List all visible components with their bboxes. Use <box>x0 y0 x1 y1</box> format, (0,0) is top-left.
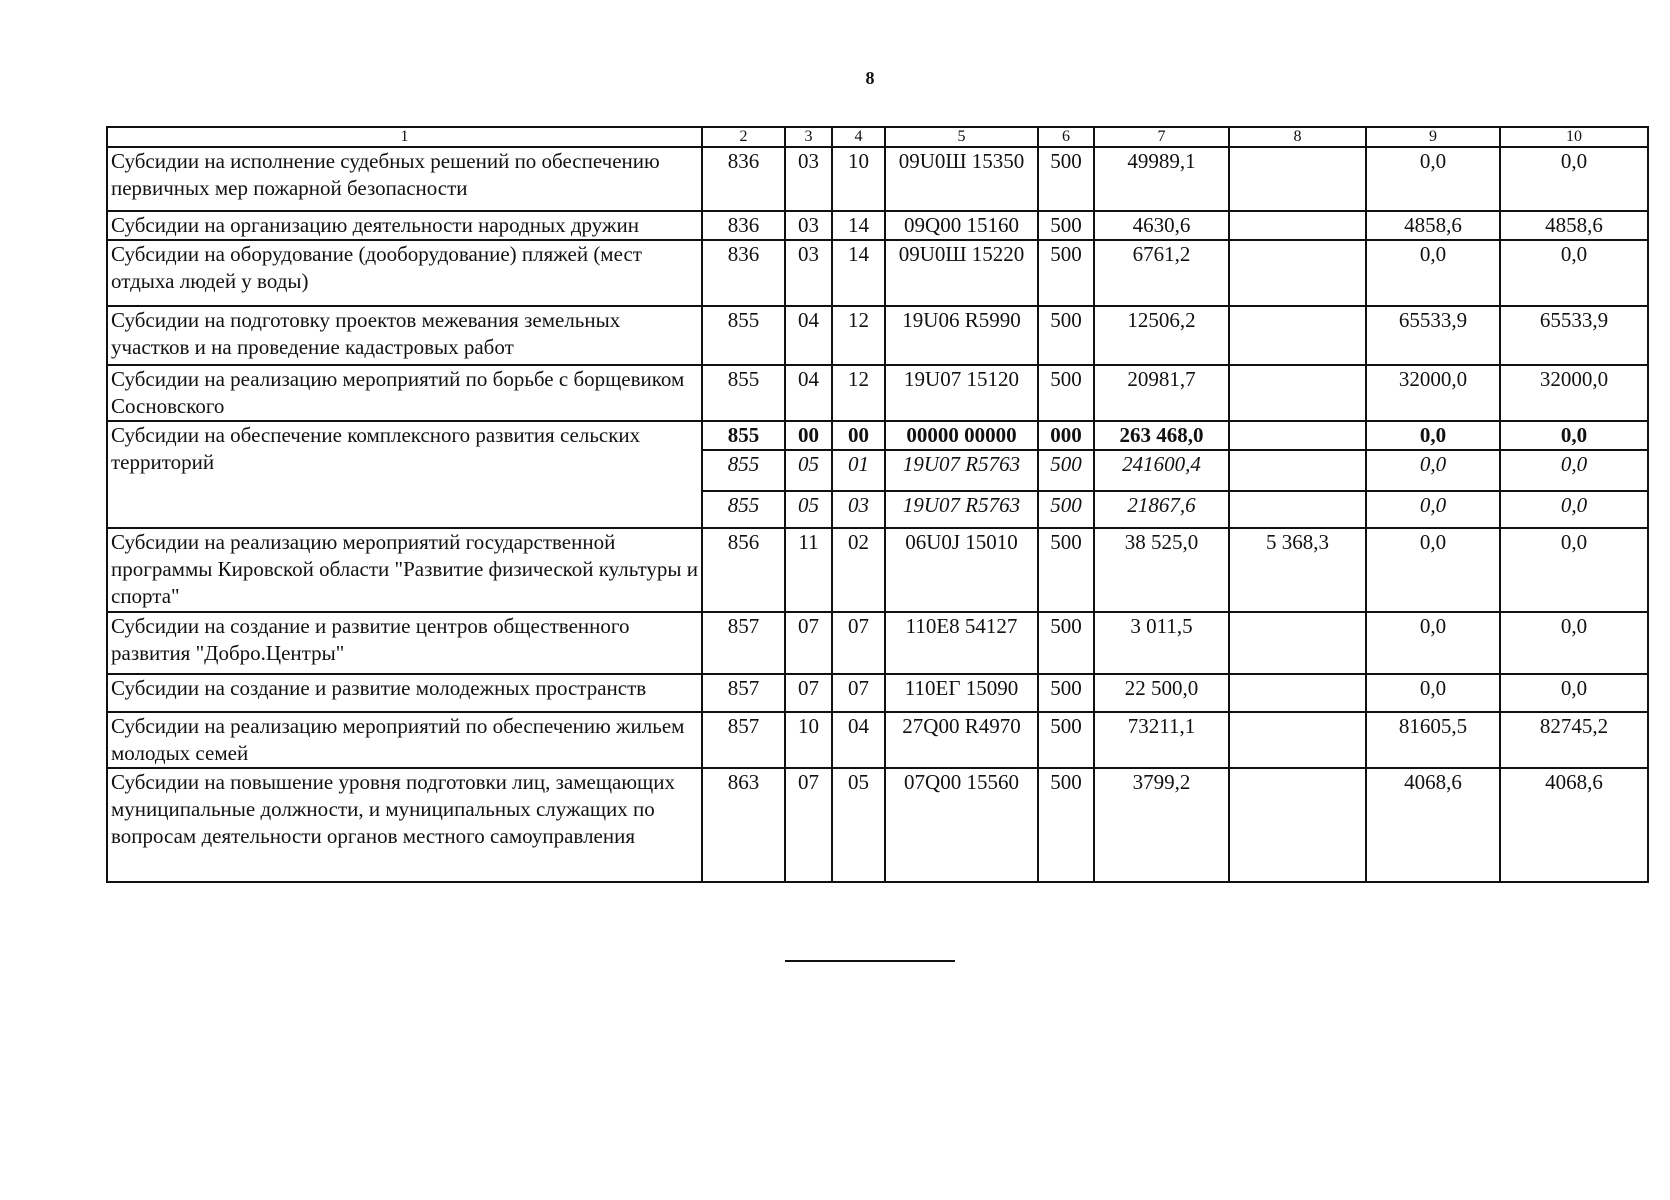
cell: 21867,6 <box>1094 491 1229 528</box>
cell <box>1229 450 1366 491</box>
cell: 0,0 <box>1366 147 1500 211</box>
cell: 12 <box>832 306 885 365</box>
cell: 12506,2 <box>1094 306 1229 365</box>
table-row <box>107 528 1648 612</box>
page-number: 8 <box>865 68 875 88</box>
cell: 500 <box>1038 674 1094 712</box>
cell: 00 <box>785 421 832 450</box>
cell <box>1229 365 1366 421</box>
column-header: 9 <box>1366 127 1500 147</box>
row-name: Субсидии на повышение уровня подготовки лиц, замещающих муниципальные должности, и муниципальных служащих по вопросам деятельности органов местного самоуправления <box>107 768 702 882</box>
cell: 05 <box>785 491 832 528</box>
cell: 4068,6 <box>1500 768 1648 882</box>
cell: 0,0 <box>1500 612 1648 674</box>
cell: 0,0 <box>1500 491 1648 528</box>
cell: 07 <box>832 612 885 674</box>
cell: 500 <box>1038 147 1094 211</box>
row-name: Субсидии на реализацию мероприятий по борьбе с борщевиком Сосновского <box>107 365 702 421</box>
cell: 0,0 <box>1500 450 1648 491</box>
row-name: Субсидии на подготовку проектов межевания земельных участков и на проведение кадастровых работ <box>107 306 702 365</box>
cell: 19U07 15120 <box>885 365 1038 421</box>
cell: 01 <box>832 450 885 491</box>
cell: 04 <box>785 365 832 421</box>
cell: 500 <box>1038 768 1094 882</box>
cell: 22 500,0 <box>1094 674 1229 712</box>
cell: 110Е8 54127 <box>885 612 1038 674</box>
cell: 65533,9 <box>1366 306 1500 365</box>
cell: 38 525,0 <box>1094 528 1229 612</box>
cell: 65533,9 <box>1500 306 1648 365</box>
cell: 836 <box>702 240 785 306</box>
table-row <box>107 712 1648 768</box>
table-row <box>107 147 1648 211</box>
row-name: Субсидии на создание и развитие молодежных пространств <box>107 674 702 712</box>
cell: 03 <box>785 240 832 306</box>
cell: 0,0 <box>1366 674 1500 712</box>
cell: 07 <box>785 674 832 712</box>
column-header: 7 <box>1094 127 1229 147</box>
cell: 855 <box>702 365 785 421</box>
cell: 855 <box>702 450 785 491</box>
cell: 0,0 <box>1366 421 1500 450</box>
cell: 14 <box>832 211 885 240</box>
cell: 500 <box>1038 365 1094 421</box>
cell: 49989,1 <box>1094 147 1229 211</box>
cell: 500 <box>1038 612 1094 674</box>
cell: 73211,1 <box>1094 712 1229 768</box>
cell: 10 <box>832 147 885 211</box>
cell: 06U0J 15010 <box>885 528 1038 612</box>
column-header: 5 <box>885 127 1038 147</box>
cell: 500 <box>1038 528 1094 612</box>
cell <box>1229 306 1366 365</box>
cell: 19U07 R5763 <box>885 491 1038 528</box>
cell: 000 <box>1038 421 1094 450</box>
cell: 0,0 <box>1500 421 1648 450</box>
budget-table <box>106 126 1649 883</box>
cell <box>1229 491 1366 528</box>
end-separator-line <box>785 960 955 962</box>
row-name: Субсидии на организацию деятельности народных дружин <box>107 211 702 240</box>
table-row <box>107 674 1648 712</box>
cell: 14 <box>832 240 885 306</box>
cell: 04 <box>785 306 832 365</box>
cell: 03 <box>785 147 832 211</box>
row-name: Субсидии на создание и развитие центров общественного развития "Добро.Центры" <box>107 612 702 674</box>
cell: 05 <box>832 768 885 882</box>
table-row <box>107 211 1648 240</box>
cell: 5 368,3 <box>1229 528 1366 612</box>
cell: 4630,6 <box>1094 211 1229 240</box>
cell: 03 <box>785 211 832 240</box>
cell: 836 <box>702 211 785 240</box>
cell: 500 <box>1038 211 1094 240</box>
column-header: 4 <box>832 127 885 147</box>
cell: 07Q00 15560 <box>885 768 1038 882</box>
table-row <box>107 768 1648 882</box>
column-header: 8 <box>1229 127 1366 147</box>
cell: 09U0Ш 15220 <box>885 240 1038 306</box>
cell: 3 011,5 <box>1094 612 1229 674</box>
cell: 82745,2 <box>1500 712 1648 768</box>
cell: 4068,6 <box>1366 768 1500 882</box>
cell: 11 <box>785 528 832 612</box>
column-header: 1 <box>107 127 702 147</box>
cell: 03 <box>832 491 885 528</box>
column-number-row <box>107 127 1648 147</box>
cell: 00 <box>832 421 885 450</box>
cell <box>1229 240 1366 306</box>
cell: 110ЕГ 15090 <box>885 674 1038 712</box>
cell: 10 <box>785 712 832 768</box>
table-row <box>107 240 1648 306</box>
cell: 07 <box>785 612 832 674</box>
cell <box>1229 712 1366 768</box>
cell <box>1229 768 1366 882</box>
cell: 4858,6 <box>1500 211 1648 240</box>
column-header: 2 <box>702 127 785 147</box>
cell: 500 <box>1038 306 1094 365</box>
cell: 05 <box>785 450 832 491</box>
cell: 857 <box>702 612 785 674</box>
group-name: Субсидии на обеспечение комплексного развития сельских территорий <box>107 421 702 528</box>
cell: 0,0 <box>1366 612 1500 674</box>
table-row <box>107 365 1648 421</box>
cell <box>1229 674 1366 712</box>
table-row <box>107 306 1648 365</box>
cell: 4858,6 <box>1366 211 1500 240</box>
cell: 857 <box>702 712 785 768</box>
cell: 836 <box>702 147 785 211</box>
cell: 0,0 <box>1366 240 1500 306</box>
row-name: Субсидии на реализацию мероприятий государственной программы Кировской области "Развитие физической культуры и спорта" <box>107 528 702 612</box>
cell: 0,0 <box>1366 450 1500 491</box>
cell: 856 <box>702 528 785 612</box>
cell: 863 <box>702 768 785 882</box>
cell: 27Q00 R4970 <box>885 712 1038 768</box>
cell <box>1229 147 1366 211</box>
cell: 241600,4 <box>1094 450 1229 491</box>
cell: 0,0 <box>1500 147 1648 211</box>
cell: 07 <box>785 768 832 882</box>
row-name: Субсидии на исполнение судебных решений по обеспечению первичных мер пожарной безопасности <box>107 147 702 211</box>
cell: 32000,0 <box>1366 365 1500 421</box>
cell: 09Q00 15160 <box>885 211 1038 240</box>
cell: 263 468,0 <box>1094 421 1229 450</box>
cell: 500 <box>1038 491 1094 528</box>
cell <box>1229 612 1366 674</box>
cell: 0,0 <box>1366 491 1500 528</box>
cell: 81605,5 <box>1366 712 1500 768</box>
cell: 20981,7 <box>1094 365 1229 421</box>
column-header: 10 <box>1500 127 1648 147</box>
cell: 0,0 <box>1500 674 1648 712</box>
cell: 500 <box>1038 450 1094 491</box>
cell: 0,0 <box>1366 528 1500 612</box>
group-total-row <box>107 421 1648 450</box>
cell: 500 <box>1038 712 1094 768</box>
cell: 19U07 R5763 <box>885 450 1038 491</box>
cell: 0,0 <box>1500 240 1648 306</box>
cell: 6761,2 <box>1094 240 1229 306</box>
cell: 855 <box>702 491 785 528</box>
cell <box>1229 421 1366 450</box>
cell: 00000 00000 <box>885 421 1038 450</box>
cell: 07 <box>832 674 885 712</box>
column-header: 6 <box>1038 127 1094 147</box>
cell: 855 <box>702 306 785 365</box>
cell: 500 <box>1038 240 1094 306</box>
row-name: Субсидии на реализацию мероприятий по обеспечению жильем молодых семей <box>107 712 702 768</box>
cell: 855 <box>702 421 785 450</box>
cell: 32000,0 <box>1500 365 1648 421</box>
cell: 19U06 R5990 <box>885 306 1038 365</box>
cell: 0,0 <box>1500 528 1648 612</box>
column-header: 3 <box>785 127 832 147</box>
cell <box>1229 211 1366 240</box>
cell: 857 <box>702 674 785 712</box>
cell: 09U0Ш 15350 <box>885 147 1038 211</box>
cell: 3799,2 <box>1094 768 1229 882</box>
table-row <box>107 612 1648 674</box>
cell: 04 <box>832 712 885 768</box>
cell: 12 <box>832 365 885 421</box>
row-name: Субсидии на оборудование (дооборудование) пляжей (мест отдыха людей у воды) <box>107 240 702 306</box>
cell: 02 <box>832 528 885 612</box>
